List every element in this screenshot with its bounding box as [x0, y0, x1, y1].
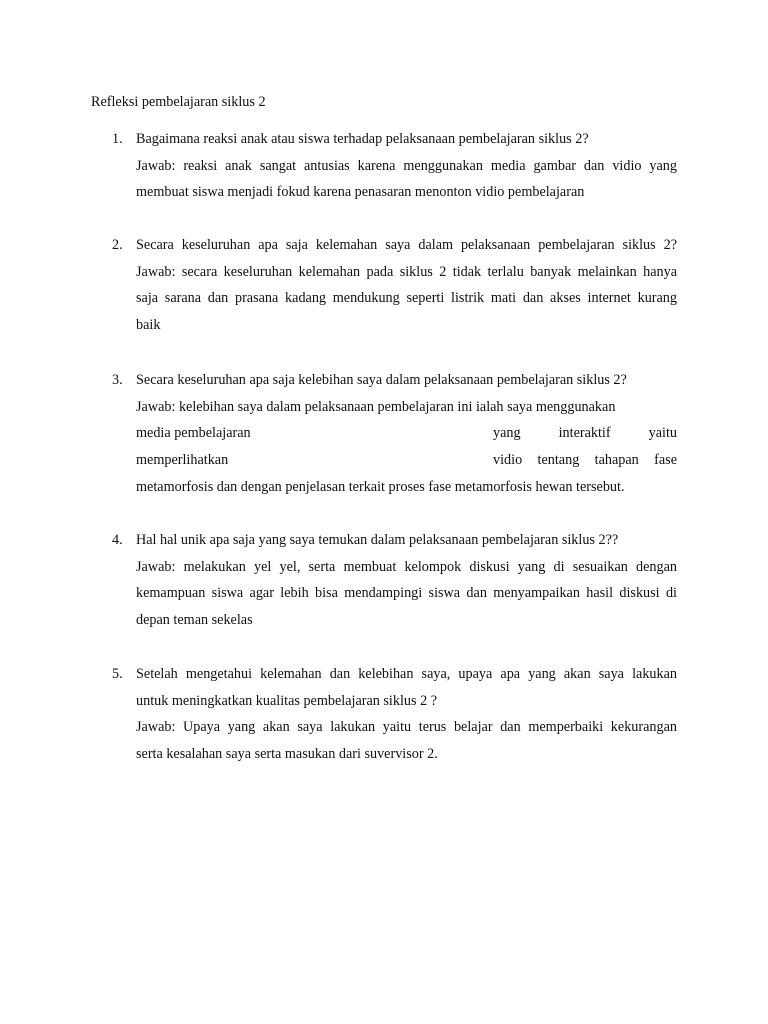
- answer-split-line: [136, 447, 677, 474]
- question-text: Secara keseluruhan apa saja kelemahan saya dalam pelaksanaan pembelajaran siklus 2?: [136, 237, 677, 253]
- item-body: [136, 527, 677, 634]
- answer-line: baik: [136, 317, 161, 334]
- item-number: 2.: [112, 237, 123, 253]
- question-text: untuk meningkatkan kualitas pembelajaran siklus 2 ?: [136, 692, 438, 709]
- answer-line: Jawab: secara keseluruhan kelemahan pada siklus 2 tidak terlalu banyak melainkan hanya: [136, 263, 677, 280]
- question-text: Setelah mengetahui kelemahan dan kelebihan saya, upaya apa yang akan saya lakukan: [136, 666, 677, 682]
- answer-line: membuat siswa menjadi fokud karena penasaran menonton vidio pembelajaran: [136, 184, 585, 201]
- answer-line: Jawab: kelebihan saya dalam pelaksanaan pembelajaran ini ialah saya menggunakan: [136, 398, 616, 415]
- answer-split-left: memperlihatkan: [136, 452, 229, 469]
- answer-line: Jawab: melakukan yel yel, serta membuat kelompok diskusi yang di sesuaikan dengan: [136, 558, 677, 575]
- question-text: Hal hal unik apa saja yang saya temukan dalam pelaksanaan pembelajaran siklus 2??: [136, 532, 619, 548]
- item-number: 5.: [112, 666, 123, 682]
- answer-line: depan teman sekelas: [136, 612, 253, 629]
- item-body: [136, 232, 677, 339]
- answer-line: Jawab: Upaya yang akan saya lakukan yaitu terus belajar dan memperbaiki kekurangan: [136, 719, 677, 736]
- answer-split-right: vidio tentang tahapan fase: [493, 452, 677, 469]
- question-text: Secara keseluruhan apa saja kelebihan saya dalam pelaksanaan pembelajaran siklus 2?: [136, 372, 627, 388]
- answer-line: kemampuan siswa agar lebih bisa mendampingi siswa dan menyampaikan hasil diskusi di: [136, 585, 677, 602]
- answer-line: saja sarana dan prasana kadang mendukung seperti listrik mati dan akses internet kurang: [136, 290, 677, 307]
- item-body: [136, 367, 677, 500]
- document-title: Refleksi pembelajaran siklus 2: [91, 94, 266, 110]
- answer-split-left: media pembelajaran: [136, 425, 251, 442]
- answer-line: Jawab: reaksi anak sangat antusias karena menggunakan media gambar dan vidio yang: [136, 157, 677, 174]
- answer-split-right: yang interaktif yaitu: [493, 425, 677, 442]
- item-body: [136, 126, 677, 206]
- answer-line: serta kesalahan saya serta masukan dari suvervisor 2.: [136, 746, 438, 763]
- question-text: Bagaimana reaksi anak atau siswa terhadap pelaksanaan pembelajaran siklus 2?: [136, 131, 589, 147]
- item-number: 1.: [112, 131, 123, 147]
- answer-split-line: [136, 420, 677, 447]
- item-number: 3.: [112, 372, 123, 388]
- item-body: [136, 661, 677, 768]
- item-number: 4.: [112, 532, 123, 548]
- answer-line: metamorfosis dan dengan penjelasan terkait proses fase metamorfosis hewan tersebut.: [136, 478, 625, 495]
